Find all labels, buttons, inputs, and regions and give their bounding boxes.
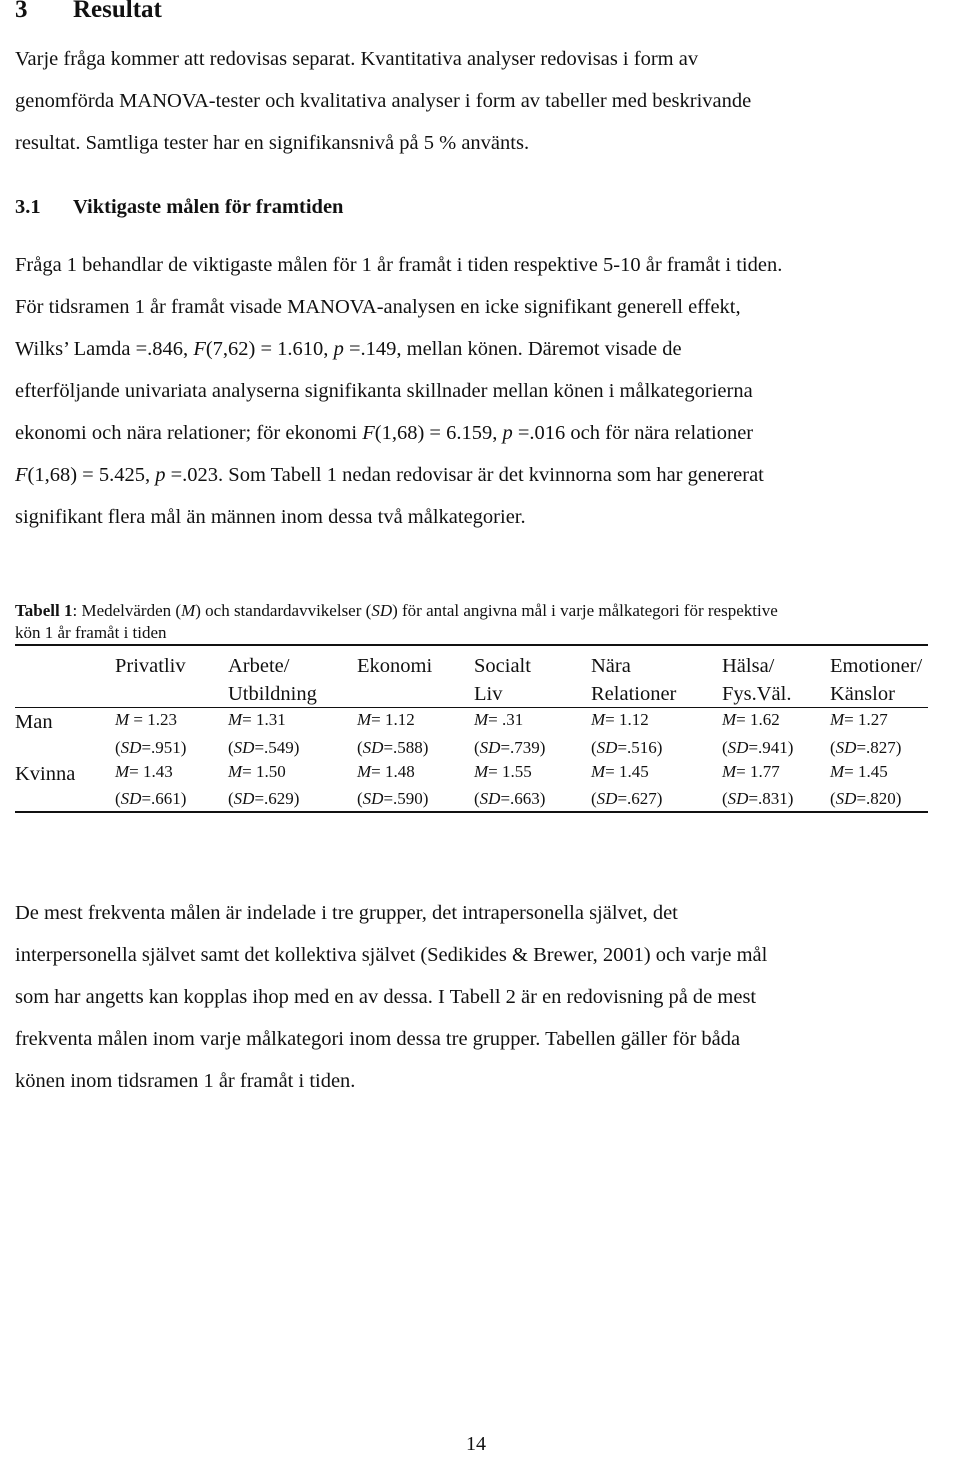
text-line: De mest frekventa målen är indelade i tre grupper, det intrapersonella självet, det	[15, 902, 678, 924]
mean-cell: M= 1.55	[474, 762, 532, 781]
intro-paragraph	[15, 38, 938, 164]
text-line: som har angetts kan kopplas ihop med en av dessa. I Tabell 2 är en redovisning på de mest	[15, 986, 757, 1008]
table-label: Tabell 1	[15, 601, 73, 620]
sd-cell: (SD=.627)	[591, 789, 663, 808]
groups-paragraph	[15, 892, 938, 1102]
sd-cell: (SD=.831)	[722, 789, 794, 808]
sd-cell: (SD=.951)	[115, 738, 187, 757]
section-heading	[15, 0, 162, 24]
page-number: 14	[466, 1433, 486, 1455]
text-line: genomförda MANOVA-tester och kvalitativa analyser i form av tabeller med beskrivande	[15, 90, 752, 112]
mean-cell: M= .31	[474, 710, 524, 729]
text-line: ekonomi och nära relationer; för ekonomi F(1,68) = 6.159, p =.016 och för nära relationer	[15, 422, 754, 444]
text-line: efterföljande univariata analyserna signifikanta skillnader mellan könen i målkategorierna	[15, 380, 753, 402]
row-label: Kvinna	[15, 763, 76, 785]
table-top-rule	[15, 644, 928, 646]
mean-cell: M= 1.45	[591, 762, 649, 781]
text-line: interpersonella självet samt det kollektiva självet (Sedikides & Brewer, 2001) och varje mål	[15, 944, 768, 966]
column-header-line2: Känslor	[830, 683, 895, 705]
column-header: Socialt	[474, 655, 531, 677]
mean-cell: M= 1.12	[591, 710, 649, 729]
mean-cell: M= 1.77	[722, 762, 780, 781]
sd-cell: (SD=.941)	[722, 738, 794, 757]
table-bottom-rule	[15, 811, 928, 813]
text-line: F(1,68) = 5.425, p =.023. Som Tabell 1 nedan redovisar är det kvinnorna som har genererat	[15, 464, 764, 486]
text-line: könen inom tidsramen 1 år framåt i tiden.	[15, 1070, 356, 1092]
text-line: För tidsramen 1 år framåt visade MANOVA-analysen en icke signifikant generell effekt,	[15, 296, 741, 318]
mean-cell: M= 1.45	[830, 762, 888, 781]
sd-cell: (SD=.516)	[591, 738, 663, 757]
text-line: Fråga 1 behandlar de viktigaste målen för 1 år framåt i tiden respektive 5-10 år framåt i tiden.	[15, 254, 783, 276]
section-number: 3	[15, 0, 28, 23]
text-line: frekventa målen inom varje målkategori inom dessa tre grupper. Tabellen gäller för båda	[15, 1028, 741, 1050]
mean-cell: M= 1.12	[357, 710, 415, 729]
mean-cell: M = 1.23	[115, 710, 178, 729]
column-header: Ekonomi	[357, 655, 433, 677]
row-label: Man	[15, 711, 53, 733]
subsection-number: 3.1	[15, 196, 41, 218]
mean-cell: M= 1.62	[722, 710, 780, 729]
column-header: Arbete/	[228, 655, 290, 677]
column-header: Privatliv	[115, 655, 186, 677]
sd-cell: (SD=.588)	[357, 738, 429, 757]
table-caption: Tabell 1: Medelvärden (M) och standardavvikelser (SD) för antal angivna mål i varje målkategori för respektive kön 1 år framåt i tiden	[15, 601, 778, 642]
column-header-line2: Fys.Väl.	[722, 683, 792, 705]
sd-cell: (SD=.827)	[830, 738, 902, 757]
sd-cell: (SD=.739)	[474, 738, 546, 757]
mean-cell: M= 1.27	[830, 710, 888, 729]
sd-cell: (SD=.663)	[474, 789, 546, 808]
column-header-line2: Liv	[474, 683, 503, 705]
sd-cell: (SD=.820)	[830, 789, 902, 808]
mean-cell: M= 1.50	[228, 762, 286, 781]
column-header-line2: Utbildning	[228, 683, 317, 705]
subsection-heading	[15, 196, 343, 219]
section-title: Resultat	[73, 0, 162, 23]
subsection-title: Viktigaste målen för framtiden	[73, 196, 344, 218]
text-line: resultat. Samtliga tester har en signifikansnivå på 5 % använts.	[15, 132, 530, 154]
sd-cell: (SD=.549)	[228, 738, 300, 757]
column-header: Hälsa/	[722, 655, 775, 677]
mean-cell: M= 1.43	[115, 762, 173, 781]
text-line: Varje fråga kommer att redovisas separat. Kvantitativa analyser redovisas i form av	[15, 48, 699, 70]
column-header: Emotioner/	[830, 655, 923, 677]
sd-cell: (SD=.590)	[357, 789, 429, 808]
sd-cell: (SD=.661)	[115, 789, 187, 808]
sd-cell: (SD=.629)	[228, 789, 300, 808]
text-line: signifikant flera mål än männen inom dessa två målkategorier.	[15, 506, 526, 528]
column-header: Nära	[591, 655, 631, 677]
mean-cell: M= 1.48	[357, 762, 415, 781]
results-paragraph	[15, 244, 938, 538]
text-line: Wilks’ Lamda =.846, F(7,62) = 1.610, p =.149, mellan könen. Däremot visade de	[15, 338, 682, 360]
column-header-line2: Relationer	[591, 683, 677, 705]
mean-cell: M= 1.31	[228, 710, 286, 729]
